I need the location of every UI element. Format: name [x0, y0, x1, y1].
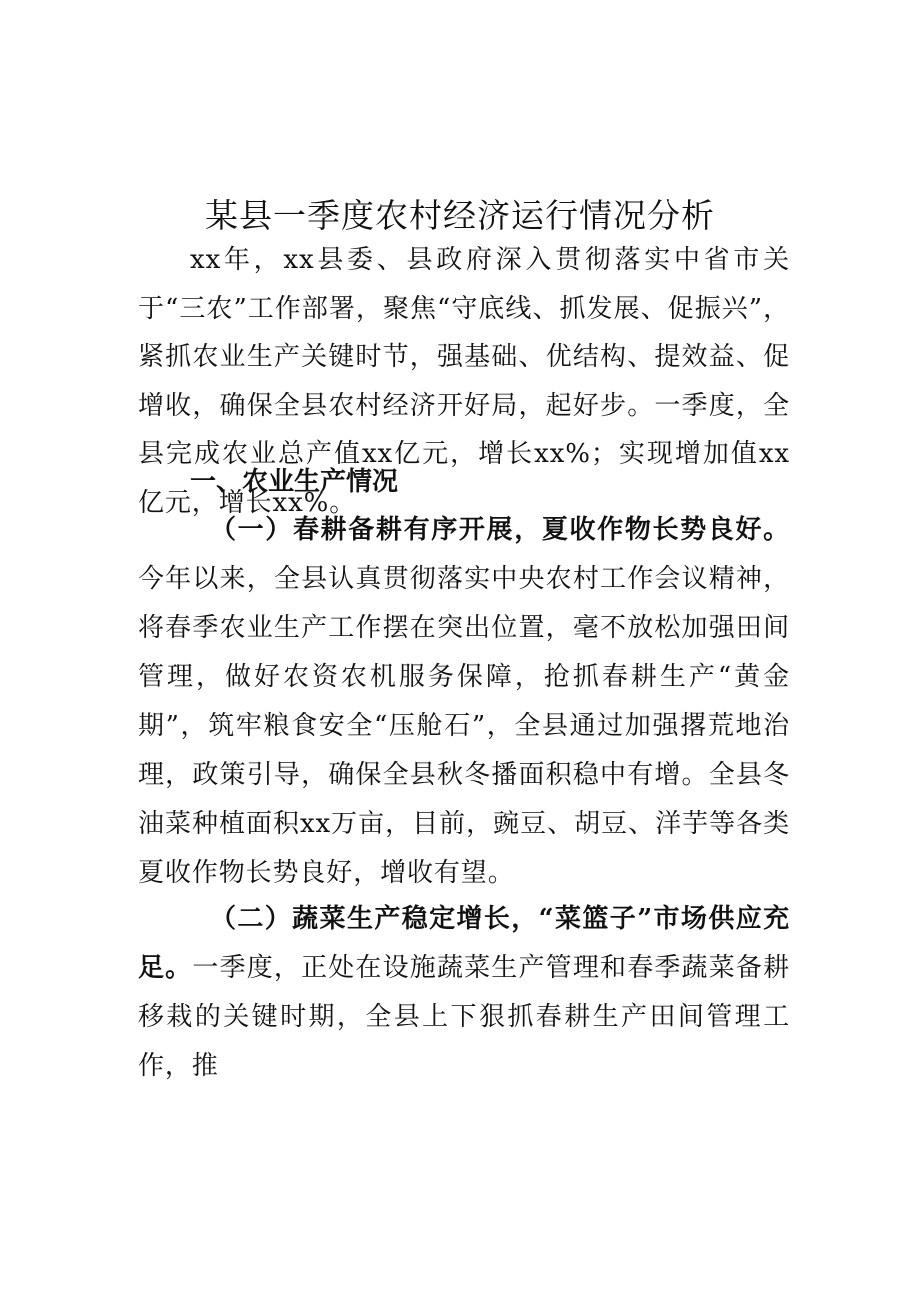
intro-paragraph: xx年，xx县委、县政府深入贯彻落实中省市关于“三农”工作部署，聚焦“守底线、抓发展、促振兴”，紧抓农业生产关键时节，强基础、优结构、提效益、促增收，确保全县农村经济开好局，起好步。一季度，全县完成农业总产值xx亿元，增长xx%；实现增加值xx亿元，增长xx%。: [138, 245, 790, 518]
subsection-2-paragraph: [138, 895, 790, 1091]
subsection-1-paragraph: [138, 506, 790, 898]
subsection-2-text: 一季度，正处在设施蔬菜生产管理和春季蔬菜备耕移栽的关键时期，全县上下狠抓春耕生产田间管理工作，推: [138, 953, 790, 1081]
subsection-1-lead: （一）春耕备耕有序开展，夏收作物长势良好。: [210, 515, 790, 545]
document-title: 某县一季度农村经济运行情况分析: [205, 196, 715, 235]
section-heading-agriculture: 一、农业生产情况: [190, 467, 399, 497]
subsection-2-lead: （二）蔬菜生产稳定增长，“菜篮子”市场供应充足。: [138, 904, 790, 983]
subsection-1-text: 今年以来，全县认真贯彻落实中央农村工作会议精神，将春季农业生产工作摆在突出位置，毫不放松加强田间管理，做好农资农机服务保障，抢抓春耕生产“黄金期”，筑牢粮食安全“压舱石”，全县通过加强撂荒地治理，政策引导，确保全县秋冬播面积稳中有增。全县冬油菜种植面积xx万亩，目前，豌豆、胡豆、洋芋等各类夏收作物长势良好，增收有望。: [138, 564, 790, 888]
